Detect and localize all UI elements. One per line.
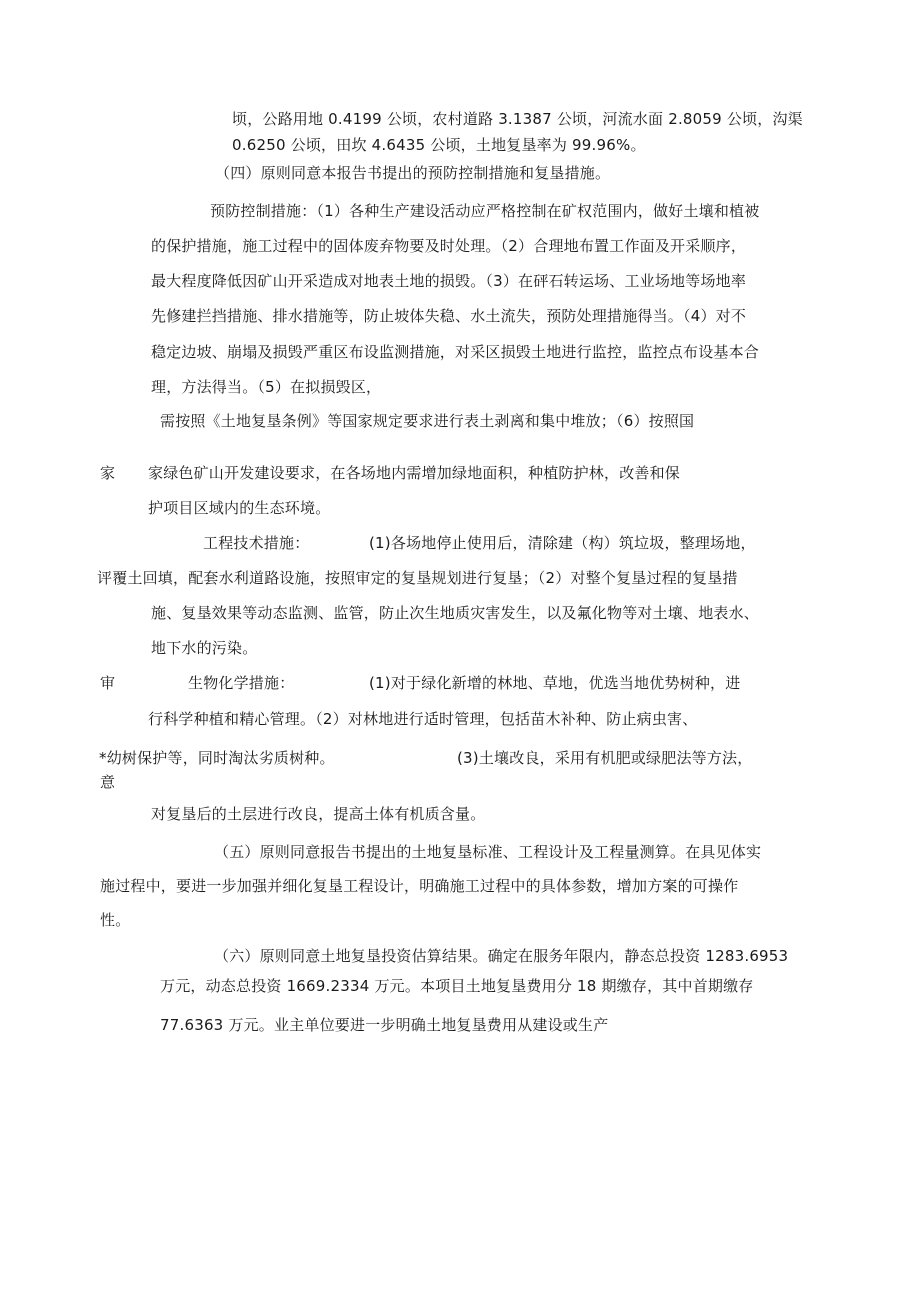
text-line: 最大程度降低因矿山开采造成对地表土地的损毁。（3）在砰石转运场、工业场地等场地率 [151,272,747,290]
section-heading: （四）原则同意本报告书提出的预防控制措施和复垦措施。 [215,164,611,182]
text-line: 77.6363 万元。业主单位要进一步明确土地复垦费用从建设或生产 [160,1016,609,1034]
text-line: 评覆土回填，配套水利道路设施，按照审定的复垦规划进行复垦；（2）对整个复垦过程的复垦措 [97,569,738,587]
text-line: 行科学种植和精心管理。（2）对林地进行适时管理，包括苗木补种、防止病虫害、 [148,710,698,728]
text-line: 需按照《土地复垦条例》等国家规定要求进行表土剥离和集中堆放；（6）按照国 [160,412,695,430]
text-line: 施过程中，要进一步加强并细化复垦工程设计，明确施工过程中的具体参数，增加方案的可操作 [100,877,739,895]
margin-character: 意 [100,773,116,791]
text-line: 理，方法得当。（5）在拟损毁区， [151,378,382,396]
section-heading: （六）原则同意土地复垦投资估算结果。确定在服务年限内，静态总投资 1283.6953 [214,947,789,965]
text-line: 施、复垦效果等动态监测、监管，防止次生地质灾害发生，以及氟化物等对土壤、地表水、 [151,604,760,622]
text-line: 万元，动态总投资 1669.2334 万元。本项目土地复垦费用分 18 期缴存，其中首期缴存 [160,977,754,995]
sub-heading: 生物化学措施： [188,674,295,692]
text-line: 预防控制措施：（1）各种生产建设活动应严格控制在矿权范围内，做好土壤和植被 [210,202,760,220]
text-line: 性。 [100,911,131,929]
margin-character: 审 [100,674,116,692]
text-line: 的保护措施，施工过程中的固体废弃物要及时处理。（2）合理地布置工作面及开采顺序， [151,237,747,255]
text-line: (1)对于绿化新增的林地、草地，优选当地优势树种，进 [369,674,741,692]
text-line: (1)各场地停止使用后，清除建（构）筑垃圾，整理场地， [369,534,756,552]
text-line: 护项目区域内的生态环境。 [148,499,331,517]
text-line: 家绿色矿山开发建设要求，在各场地内需增加绿地面积，种植防护林，改善和保 [148,464,681,482]
text-line: 对复垦后的土层进行改良，提高土体有机质含量。 [151,805,486,823]
text-line: 地下水的污染。 [151,639,258,657]
margin-character: 家 [100,464,116,482]
text-line: 顷，公路用地 0.4199 公顷，农村道路 3.1387 公顷，河流水面 2.8059 公顷，沟渠 [232,110,803,128]
text-line: (3)土壤改良，采用有机肥或绿肥法等方法， [457,749,753,767]
section-heading: （五）原则同意报告书提出的土地复垦标准、工程设计及工程量测算。在具见体实 [214,843,762,861]
sub-heading: 工程技术措施： [203,534,310,552]
text-line: 0.6250 公顷，田坎 4.6435 公顷，土地复垦率为 99.96%。 [232,136,646,154]
text-line: 先修建拦挡措施、排水措施等，防止坡体失稳、水土流失，预防处理措施得当。（4）对不 [151,307,747,325]
text-line: 稳定边坡、崩塌及损毁严重区布设监测措施，对采区损毁土地进行监控，监控点布设基本合 [151,343,760,361]
text-line: *幼树保护等，同时淘汰劣质树种。 [99,749,335,767]
